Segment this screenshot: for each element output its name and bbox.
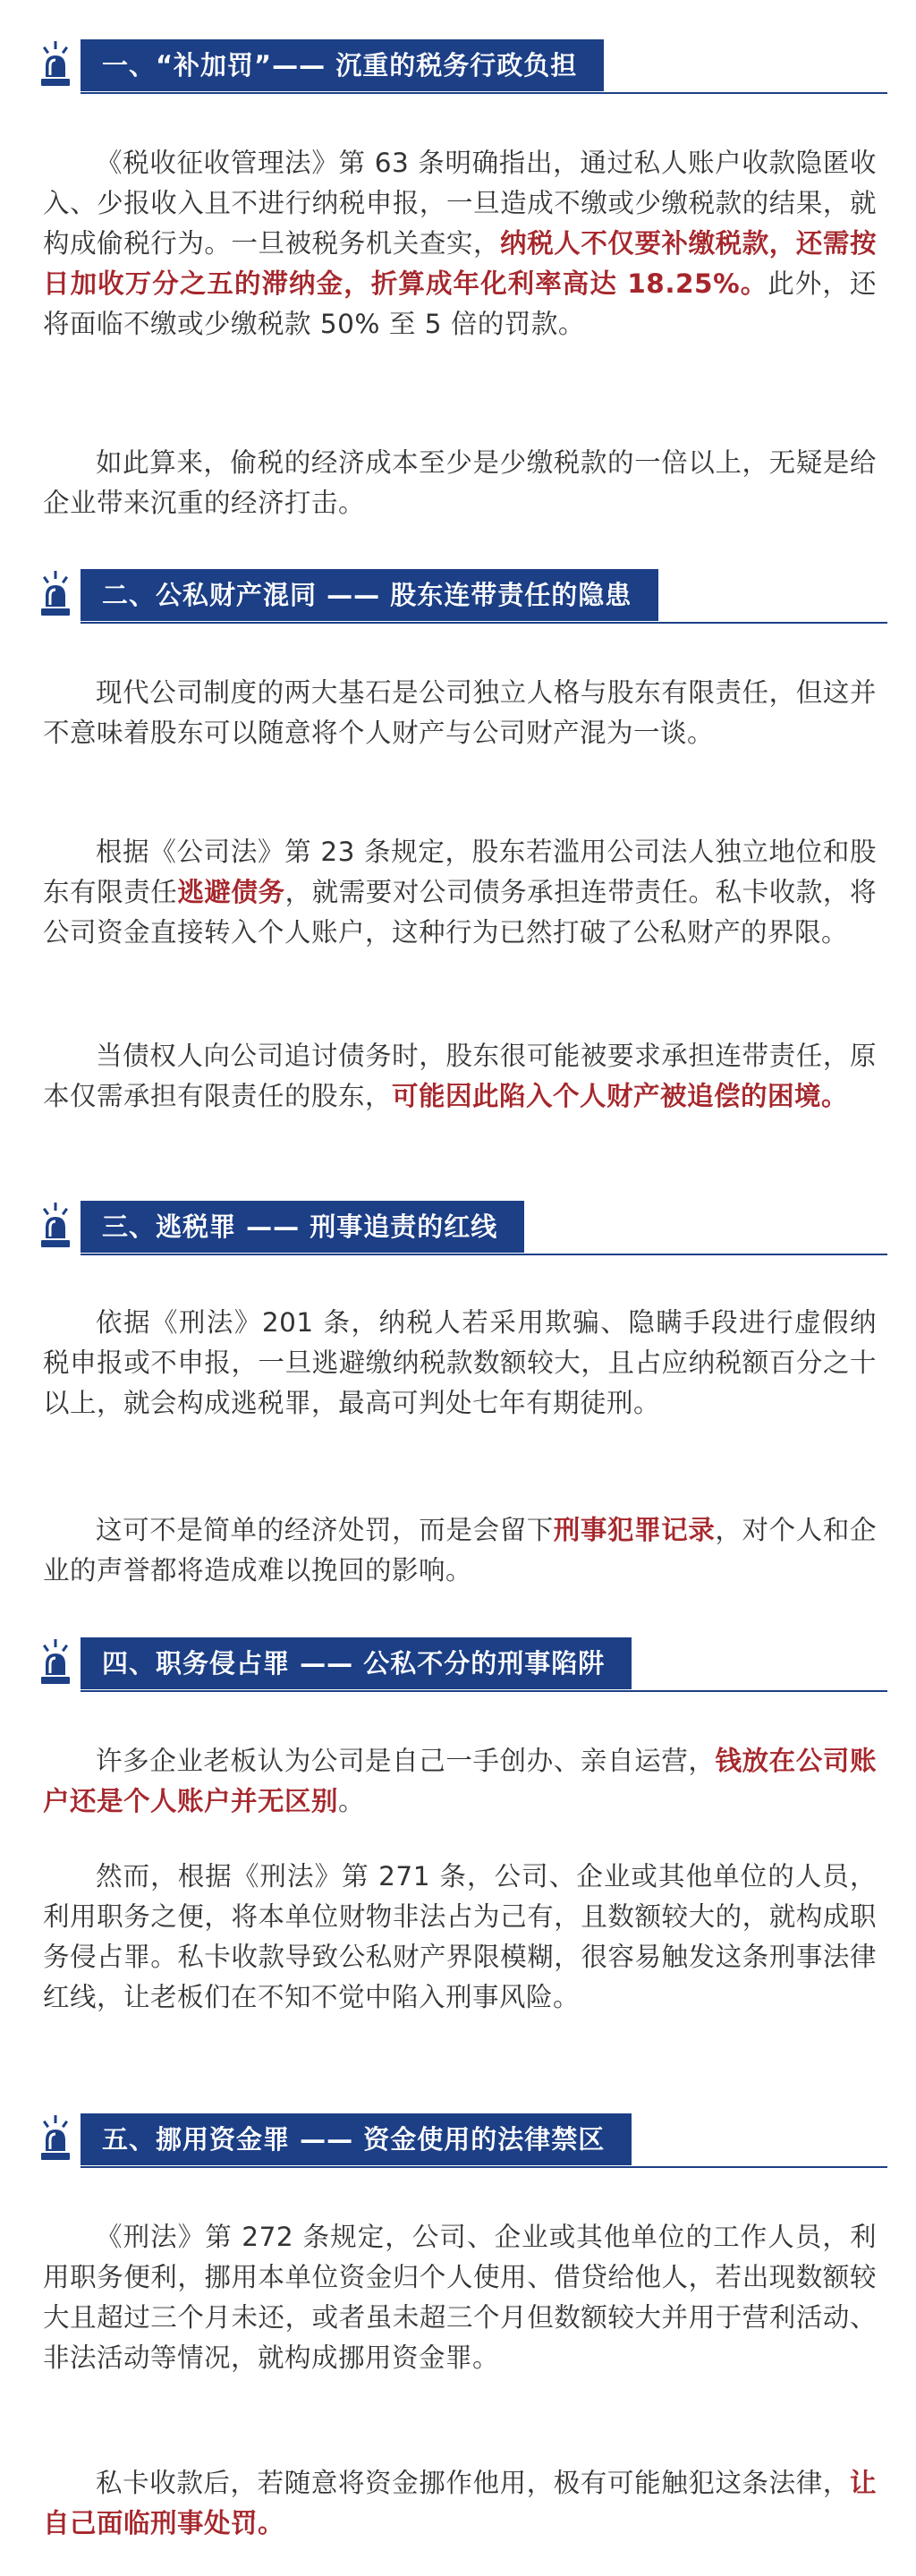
section-title-1: 一、“补加罚”—— 沉重的税务行政负担 [81,39,604,91]
section-title-3: 三、逃税罪 —— 刑事追责的红线 [81,1201,524,1253]
section-header-4 [39,1637,887,1693]
siren-light-icon [39,1639,72,1688]
section-divider-3 [81,1254,887,1255]
section-title-2: 二、公私财产混同 —— 股东连带责任的隐患 [81,569,658,621]
paragraph-2-3 [43,1036,877,1117]
siren-light-icon [39,41,72,89]
paragraph-3-1 [43,1303,877,1424]
siren-light-icon [39,571,72,619]
highlight-text: 钱放在公司账户还是个人账户并无区别 [43,1746,877,1816]
siren-light-icon [39,1203,72,1251]
section-divider-5 [81,2166,887,2168]
paragraph-4-2 [43,1857,877,2018]
paragraph-text: 此外，还将面临不缴或少缴税款 50% 至 5 倍的罚款。 [43,268,877,339]
section-header-5 [39,2113,887,2169]
paragraph-1-2 [43,443,877,523]
highlight-text: 可能因此陷入个人财产被追偿的困境。 [392,1081,849,1111]
section-title-4: 四、职务侵占罪 —— 公私不分的刑事陷阱 [81,1637,632,1689]
paragraph-text: 根据《公司法》第 23 条规定，股东若滥用公司法人独立地位和股东有限责任 [43,837,877,907]
paragraph-text: 然而，根据《刑法》第 271 条，公司、企业或其他单位的人员，利用职务之便，将本单位财物非法占为己有，且数额较大的，就构成职务侵占罪。私卡收款导致公私财产界限模糊，很容易触发这条刑事法律红线，让老板们在不知不觉中陷入刑事风险。 [43,1861,877,2012]
paragraph-2-1 [43,673,877,753]
siren-light-icon [39,2115,72,2164]
paragraph-text: 。 [338,1786,366,1816]
paragraph-text: ，就需要对公司债务承担连带责任。私卡收款，将公司资金直接转入个人账户，这种行为已然打破了公私财产的界限。 [43,877,877,948]
paragraph-5-1 [43,2217,877,2378]
section-divider-4 [81,1690,887,1692]
paragraph-3-2 [43,1510,877,1591]
paragraph-text: 这可不是简单的经济处罚，而是会留下 [96,1515,554,1545]
section-title-5: 五、挪用资金罪 —— 资金使用的法律禁区 [81,2113,632,2165]
paragraph-text: 私卡收款后，若随意将资金挪作他用，极有可能触犯这条法律， [96,2468,850,2498]
paragraph-text: 《税收征收管理法》第 63 条明确指出，通过私人账户收款隐匿收入、少报收入且不进行纳税申报，一旦造成不缴或少缴税款的结果，就构成偷税行为。一旦被税务机关查实， [43,148,877,259]
paragraph-text: 现代公司制度的两大基石是公司独立人格与股东有限责任，但这并不意味着股东可以随意将个人财产与公司财产混为一谈。 [43,677,877,748]
highlight-text: 让自己面临刑事处罚。 [43,2468,877,2538]
highlight-text: 刑事犯罪记录 [553,1515,716,1545]
paragraph-text: ，对个人和企业的声誉都将造成难以挽回的影响。 [43,1515,877,1586]
paragraph-text: 《刑法》第 272 条规定，公司、企业或其他单位的工作人员，利用职务便利，挪用本单位资金归个人使用、借贷给他人，若出现数额较大且超过三个月未还，或者虽未超三个月但数额较大并用于营利活动、非法活动等情况，就构成挪用资金罪。 [43,2222,877,2373]
paragraph-2-2 [43,832,877,953]
section-header-2 [39,569,887,625]
paragraph-5-2 [43,2463,877,2544]
section-divider-1 [81,92,887,94]
section-divider-2 [81,622,887,624]
paragraph-text: 许多企业老板认为公司是自己一手创办、亲自运营， [96,1746,716,1776]
paragraph-text: 当债权人向公司追讨债务时，股东很可能被要求承担连带责任，原本仅需承担有限责任的股东， [43,1041,877,1111]
section-header-3 [39,1201,887,1256]
paragraph-text: 如此算来，偷税的经济成本至少是少缴税款的一倍以上，无疑是给企业带来沉重的经济打击。 [43,447,877,518]
paragraph-1-1 [43,143,877,344]
paragraph-4-1 [43,1741,877,1822]
section-header-1 [39,39,887,95]
highlight-text: 逃避债务 [177,877,285,907]
highlight-text: 纳税人不仅要补缴税款，还需按日加收万分之五的滞纳金，折算成年化利率高达 18.25%。 [43,228,877,299]
paragraph-text: 依据《刑法》201 条，纳税人若采用欺骗、隐瞒手段进行虚假纳税申报或不申报，一旦逃避缴纳税款数额较大，且占应纳税额百分之十以上，就会构成逃税罪，最高可判处七年有期徒刑。 [43,1307,877,1418]
